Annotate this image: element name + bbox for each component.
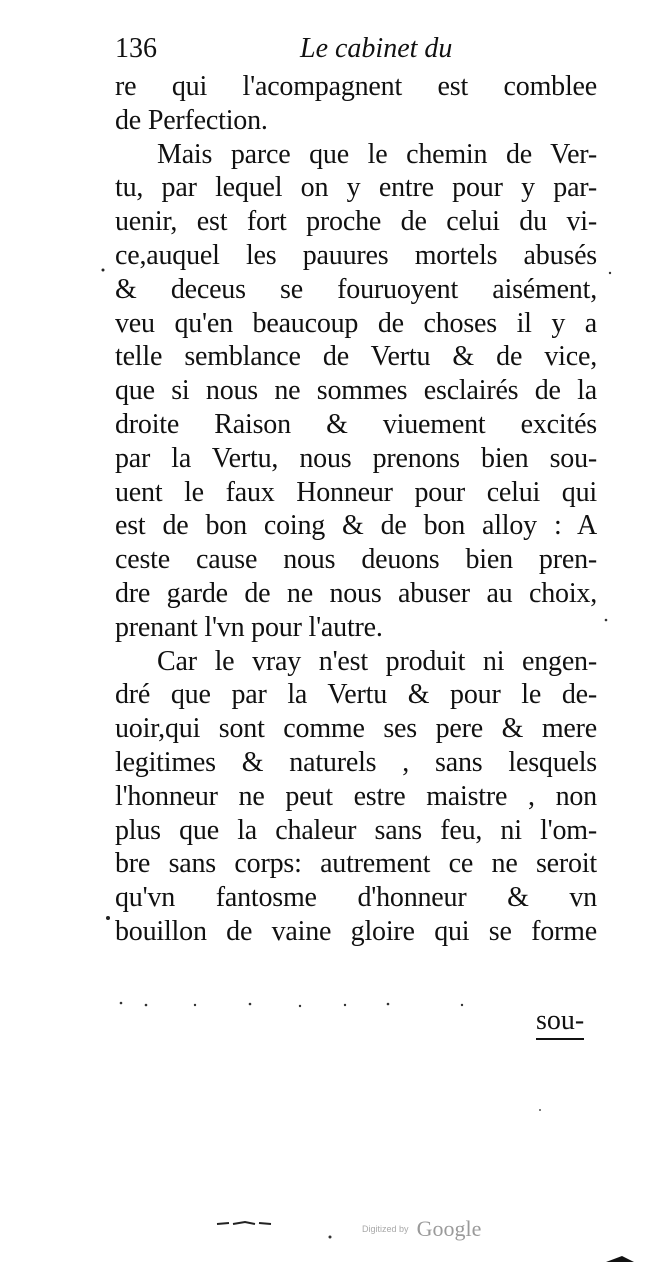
footer-ink-mark <box>215 1212 275 1230</box>
text-line: re qui l'acompagnent est comblee <box>115 71 597 102</box>
text-line: par la Vertu, nous prenons bien sou- <box>115 442 597 474</box>
text-line: dre garde de ne nous abuser au choix, <box>115 577 597 609</box>
text-line: qu'vn fantosme d'honneur & vn <box>115 882 597 914</box>
text-line: telle semblance de Vertu & de vice, <box>115 341 597 373</box>
text-line: bouillon de vaine gloire qui se forme <box>115 915 597 947</box>
text-line: & deceus se fouruoyent aisément, <box>115 273 597 305</box>
text-line: prenant l'vn pour l'autre. <box>115 611 383 643</box>
text-line: Car le vray n'est produit ni engen- <box>157 645 597 677</box>
watermark-prefix: Digitized by <box>362 1224 409 1234</box>
text-line: bre sans corps: autrement ce ne seroit <box>115 848 597 880</box>
text-line: plus que la chaleur sans feu, ni l'om- <box>115 814 597 846</box>
text-line: veu qu'en beaucoup de choses il y a <box>115 307 597 339</box>
text-line: ceste cause nous deuons bien pren- <box>115 544 597 576</box>
digitized-by-watermark <box>362 1216 502 1246</box>
running-title: Le cabinet du <box>300 33 453 64</box>
text-line: ce,auquel les pauures mortels abusés <box>115 239 597 271</box>
text-line: uoir,qui sont comme ses pere & mere <box>115 713 597 745</box>
page-number: 136 <box>115 33 157 64</box>
text-line: dré que par la Vertu & pour le de- <box>115 679 597 711</box>
text-line: de Perfection. <box>115 104 268 136</box>
text-line: l'honneur ne peut estre maistre , non <box>115 780 597 812</box>
text-line: est de bon coing & de bon alloy : A <box>115 510 597 542</box>
text-line: tu, par lequel on y entre pour y par- <box>115 172 597 204</box>
text-line: legitimes & naturels , sans lesquels <box>115 746 597 778</box>
text-line: uenir, est fort proche de celui du vi- <box>115 206 597 238</box>
text-line: Mais parce que le chemin de Ver- <box>157 138 597 170</box>
text-line: droite Raison & viuement excités <box>115 408 597 440</box>
google-logo: Google <box>416 1216 482 1241</box>
catchword: sou- <box>536 1004 584 1040</box>
text-line: que si nous ne sommes esclairés de la <box>115 375 597 407</box>
text-line: uent le faux Honneur pour celui qui <box>115 476 597 508</box>
